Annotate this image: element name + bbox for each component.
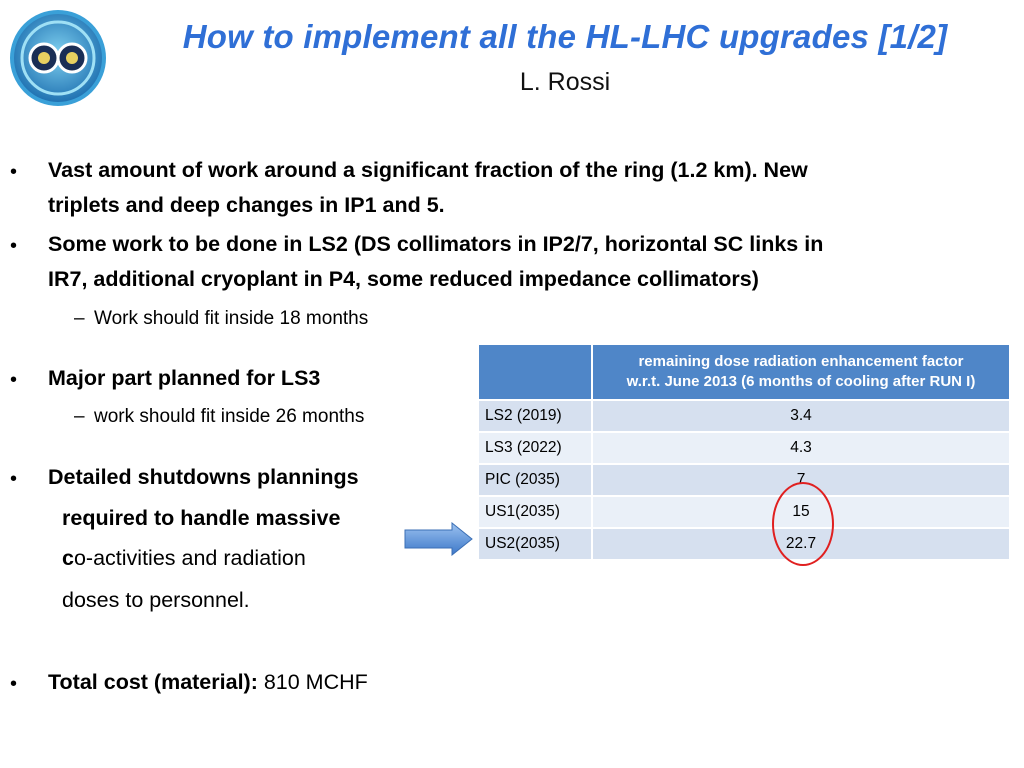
bullet-2-line-2: IR7, additional cryoplant in P4, some reduced impedance collimators) (48, 267, 759, 291)
table-cell-factor: 22.7 (592, 528, 1010, 559)
table-cell-factor: 3.4 (592, 400, 1010, 432)
bullet-marker: • (10, 369, 18, 391)
bullet-marker: • (10, 235, 18, 257)
table-cell-period: PIC (2035) (479, 464, 592, 496)
slide-title: How to implement all the HL-LHC upgrades [1/2] (182, 18, 948, 55)
table-cell-period: US1(2035) (479, 496, 592, 528)
bullet-1-line-1: Vast amount of work around a significant fraction of the ring (1.2 km). New (48, 158, 808, 182)
hl-lhc-logo-icon (8, 8, 108, 108)
sub-bullet-dash: – (74, 406, 85, 427)
total-cost-value: 810 MCHF (257, 670, 368, 694)
total-cost-label: Total cost (material): (48, 670, 258, 694)
table-row (479, 496, 1010, 528)
table-cell-period: LS2 (2019) (479, 400, 592, 432)
bullet-5-line (48, 666, 368, 699)
bullet-1-line-2: triplets and deep changes in IP1 and 5. (48, 193, 445, 217)
table-row (479, 400, 1010, 432)
right-arrow-icon (404, 522, 474, 556)
bullet-4-line-3 (62, 542, 306, 575)
sub-bullet-dash: – (74, 308, 85, 329)
bullet-3-sub: work should fit inside 26 months (94, 406, 365, 427)
table-cell-period: LS3 (2022) (479, 432, 592, 464)
table-header-line-1: remaining dose radiation enhancement factor (638, 353, 964, 370)
table-header-factor (592, 345, 1010, 400)
table-cell-factor: 7 (592, 464, 1010, 496)
bullet-4-line-4: doses to personnel. (62, 588, 250, 612)
highlight-circle (772, 482, 834, 566)
bullet-3-line-1: Major part planned for LS3 (48, 366, 321, 390)
bullet-4-line-2: required to handle massive (62, 506, 341, 530)
bullet-marker: • (10, 468, 18, 490)
table-header-line-2: w.r.t. June 2013 (6 months of cooling after RUN I) (626, 373, 976, 390)
table-cell-factor: 4.3 (592, 432, 1010, 464)
bullet-marker: • (10, 161, 18, 183)
table-row (479, 464, 1010, 496)
table-cell-period: US2(2035) (479, 528, 592, 559)
bullet-2-line-1: Some work to be done in LS2 (DS collimators in IP2/7, horizontal SC links in (48, 232, 824, 256)
table-header-row (479, 345, 1010, 400)
table-row (479, 528, 1010, 559)
bullet-4-line-3-initial: c (62, 546, 74, 570)
table-cell-factor: 15 (592, 496, 1010, 528)
bullet-2-sub: Work should fit inside 18 months (94, 308, 369, 329)
slide-author: L. Rossi (519, 68, 611, 96)
bullet-marker: • (10, 673, 18, 695)
bullet-4-line-1: Detailed shutdowns plannings (48, 465, 359, 489)
dose-enhancement-table (479, 345, 1011, 559)
table-row (479, 432, 1010, 464)
table-header-blank (479, 345, 592, 400)
bullet-4-line-3-rest: o-activities and radiation (73, 546, 306, 570)
